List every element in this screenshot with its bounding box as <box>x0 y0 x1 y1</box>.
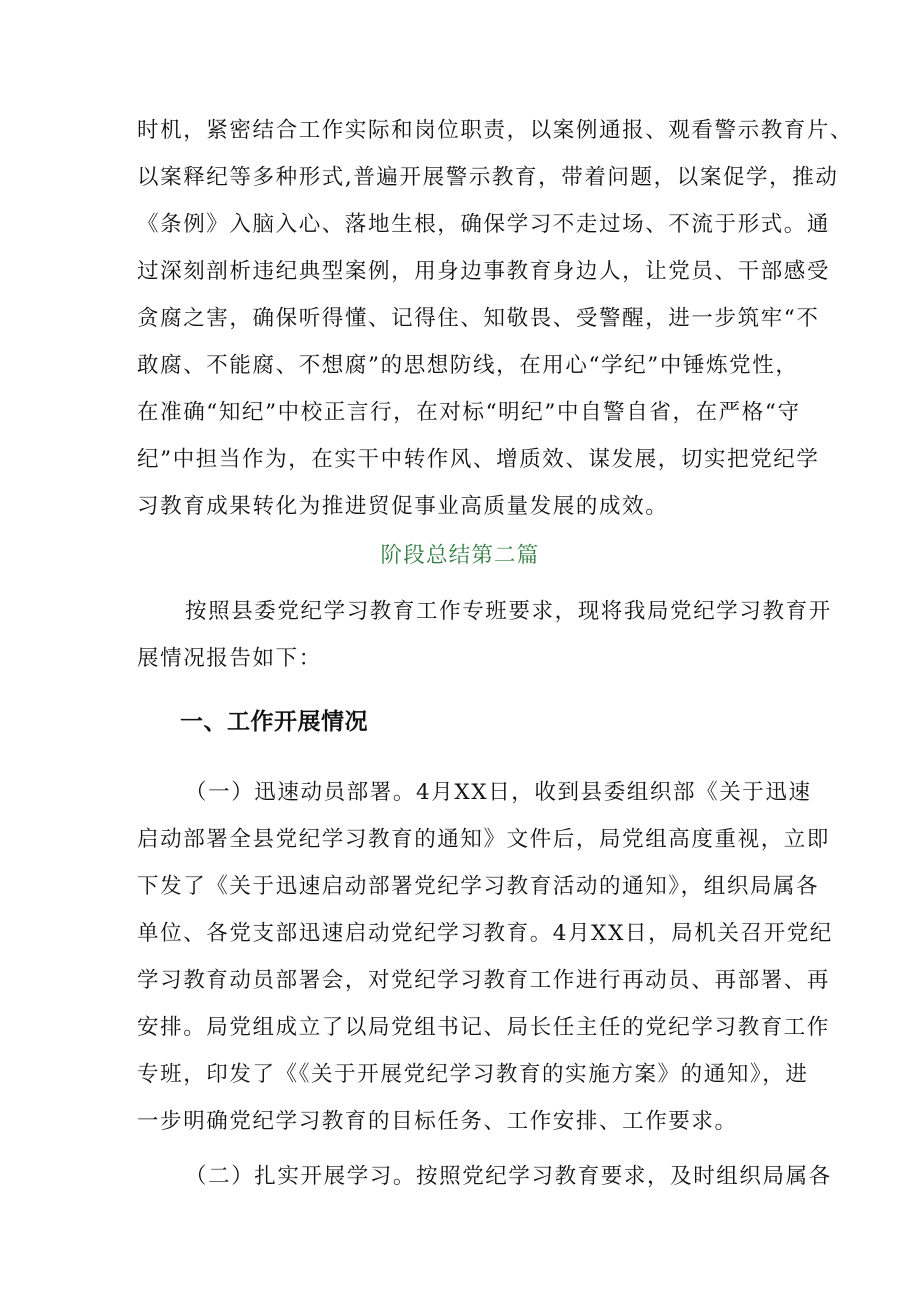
section-title: 阶段总结第二篇 <box>380 543 540 568</box>
paragraph-line: 下发了《关于迅速启动部署党纪学习教育活动的通知》，组织局属各 <box>137 874 820 899</box>
paragraph-line: 在准确“知纪”中校正言行，在对标“明纪”中自警自省，在严格“守 <box>137 400 801 425</box>
paragraph-line: 时机，紧密结合工作实际和岗位职责，以案例通报、观看警示教育片、 <box>137 118 854 143</box>
paragraph-line: （二）扎实开展学习。按照党纪学习教育要求，及时组织局属各 <box>185 1164 832 1189</box>
paragraph-line: 贪腐之害，确保听得懂、记得住、知敬畏、受警醒，进一步筑牢“不 <box>137 306 820 331</box>
paragraph-line: 专班，印发了《《关于开展党纪学习教育的实施方案》的通知》，进 <box>137 1062 809 1087</box>
paragraph-line: 安排。局党组成立了以局党组书记、局长任主任的党纪学习教育工作 <box>137 1015 831 1040</box>
paragraph-line: 纪”中担当作为，在实干中转作风、增质效、谋发展，切实把党纪学 <box>137 447 820 472</box>
paragraph-line: 单位、各党支部迅速启动党纪学习教育。4月XX日，局机关召开党纪 <box>137 921 833 946</box>
paragraph-line: 《条例》入脑入心、落地生根，确保学习不走过场、不流于形式。通 <box>137 212 831 237</box>
intro-line: 按照县委党纪学习教育工作专班要求，现将我局党纪学习教育开 <box>185 599 832 624</box>
section-heading: 一、工作开展情况 <box>180 709 368 735</box>
intro-line: 展情况报告如下： <box>137 646 322 671</box>
paragraph-line: 习教育成果转化为推进贸促事业高质量发展的成效。 <box>137 494 669 519</box>
paragraph-line: 一步明确党纪学习教育的目标任务、工作安排、工作要求。 <box>137 1109 738 1134</box>
paragraph-line: 敢腐、不能腐、不想腐”的思想防线，在用心“学纪”中锤炼党性， <box>137 353 799 378</box>
paragraph-line: 过深刻剖析违纪典型案例，用身边事教育身边人，让党员、干部感受 <box>137 259 831 284</box>
paragraph-line: （一）迅速动员部署。4月XX日，收到县委组织部《关于迅速 <box>185 780 812 805</box>
paragraph-line: 以案释纪等多种形式,普遍开展警示教育，带着问题，以案促学，推动 <box>137 165 839 190</box>
paragraph-line: 学习教育动员部署会，对党纪学习教育工作进行再动员、再部署、再 <box>137 968 831 993</box>
paragraph-line: 启动部署全县党纪学习教育的通知》文件后，局党组高度重视，立即 <box>137 827 831 852</box>
